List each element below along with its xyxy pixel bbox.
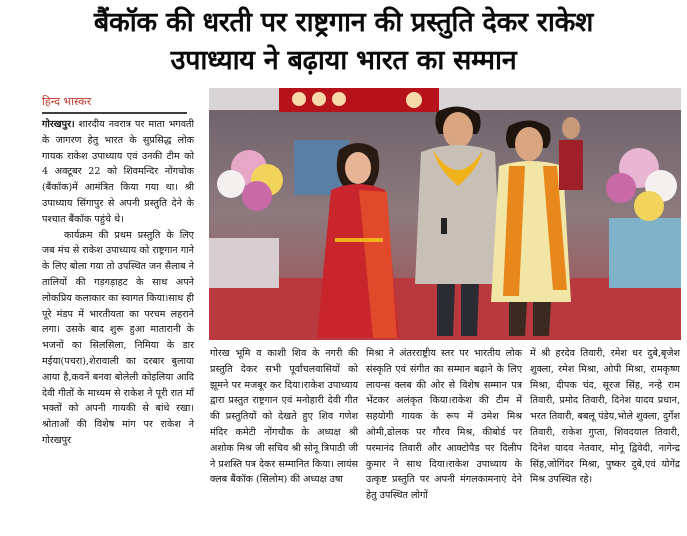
headline-line-2: उपाध्याय ने बढ़ाया भारत का सम्मान <box>170 45 517 76</box>
banner-portrait-icon <box>406 92 422 108</box>
stage-side-panel <box>609 218 681 288</box>
dateline: गोरखपुर। <box>42 119 75 130</box>
banner-portrait-icon <box>312 92 326 106</box>
banner-portrait-icon <box>332 92 346 106</box>
paragraph-1-text: शारदीय नवरात्र पर माता भगवती के जागरण हेतु भारत के सुप्रसिद्ध लोक गायक राकेश उपाध्याय एवं उनकी टीम को 4 अक्टूबर 22 को शिवमन्दिर नोंगचोक (बैंकॉक)में आमंत्रित किया गया था। श्री उपाध्याय सिंगापुर से अपनी प्रस्तुति देने के पश्चात बैंकॉक पहुंचे थे। <box>42 119 194 225</box>
article-column-3 <box>366 346 522 504</box>
banner-portrait-icon <box>292 92 306 106</box>
headline-line-1: बैंकॉक की धरती पर राष्ट्रगान की प्रस्तुति देकर राकेश <box>93 7 594 38</box>
article-paragraph-1 <box>42 117 194 228</box>
headline <box>0 4 687 80</box>
stage-table <box>209 238 279 288</box>
article-column-2 <box>210 346 358 488</box>
article-column-4 <box>530 346 680 488</box>
stage-photo-illustration <box>209 88 681 340</box>
event-photo <box>209 88 681 340</box>
background-person <box>559 117 583 190</box>
article-column-1 <box>42 117 194 449</box>
source-label: हिन्द भास्कर <box>42 94 187 114</box>
article-paragraph-4: मिश्रा ने अंतरराष्ट्रीय स्तर पर भारतीय लोक संस्कृति एवं संगीत का सम्मान बढ़ाने के लिए लायन्स क्लब की ओर से विशेष सम्मान पत्र भेंटकर अलंकृत किया।राकेश की टीम में सहयोगी गायक के रूप में उमेश मिश्र ओमी,ढोलक पर गौरव मिश्र, कीबोर्ड पर परमानंद तिवारी और आक्टोपैड पर दिलीप कुमार ने साथ दिया।राकेश उपाध्याय के उत्कृष्ट प्रस्तुति पर अपनी मंगलकामनाएं देने हेतु उपस्थित लोगों <box>366 348 522 502</box>
article-paragraph-3: गोरख भूमि व काशी शिव के नगरी की प्रस्तुति देकर सभी पूर्वांचलवासियों को झूमने पर मजबूर कर दिया।राकेश उपाध्याय द्वारा प्रस्तुत राष्ट्रगान एवं मनोहारी देवी गीत की प्रस्तुतियों को देखते हुए शिव गणेश मंदिर कमेटी नोंगचौक के अध्यक्ष श्री अशोक मिश्र जी सचिव श्री सोनू त्रिपाठी जी ने प्रशस्ति पत्र देकर सम्मानित किया। लायंस क्लब बैंकॉक (सिलोम) की अध्यक्ष उषा <box>210 348 358 486</box>
article-paragraph-2: कार्यक्रम की प्रथम प्रस्तुति के लिए जब मंच से राकेश उपाध्याय को राष्ट्रगान गाने के लिए बोला गया तो उपस्थित जन सैलाब ने तालियों की गड़गड़ाहट के साथ अपने लोकप्रिय कलाकार का स्वागत किया।साथ ही पूरे मंडप में भारतीयता का परचम लहराने लगा। उसके बाद शुरू हुआ मातारानी के भजनों का सिलसिला, निमिया के डार मईया(पचरा),शेरावाली का दरबार बुलाया आया है,कवनें बनवा बोलेली कोइलिया आदि देवी गीतों के माध्यम से राकेश ने पूरी रात माँ भक्तों को अपनी गायकी से बांधे रखा।श्रोताओं की विशेष मांग पर राकेश ने गोरखपुर <box>42 229 194 446</box>
article-paragraph-5: में श्री हरदेव तिवारी, रमेश धर दुबे,बृजेश शुक्ला, रमेश मिश्रा, ओपी मिश्रा, रामकृष्ण मिश्रा, दीपक चंद, सूरज सिंह, नन्हे राम तिवारी, प्रमोद तिवारी, दिनेश यादव प्रधान, भरत तिवारी, बबलू पंडेय,भोले शुक्ला, दुर्गेश तिवारी, राकेश गुप्ता, शिवदयाल तिवारी, दिनेश यादव नेतवार, मोनू द्विवेदी, नागेन्द्र सिंह,जोगिंदर मिश्रा, पुष्कर दुबे,एवं योगेंद्र मिश्र उपस्थित रहे। <box>530 348 680 486</box>
